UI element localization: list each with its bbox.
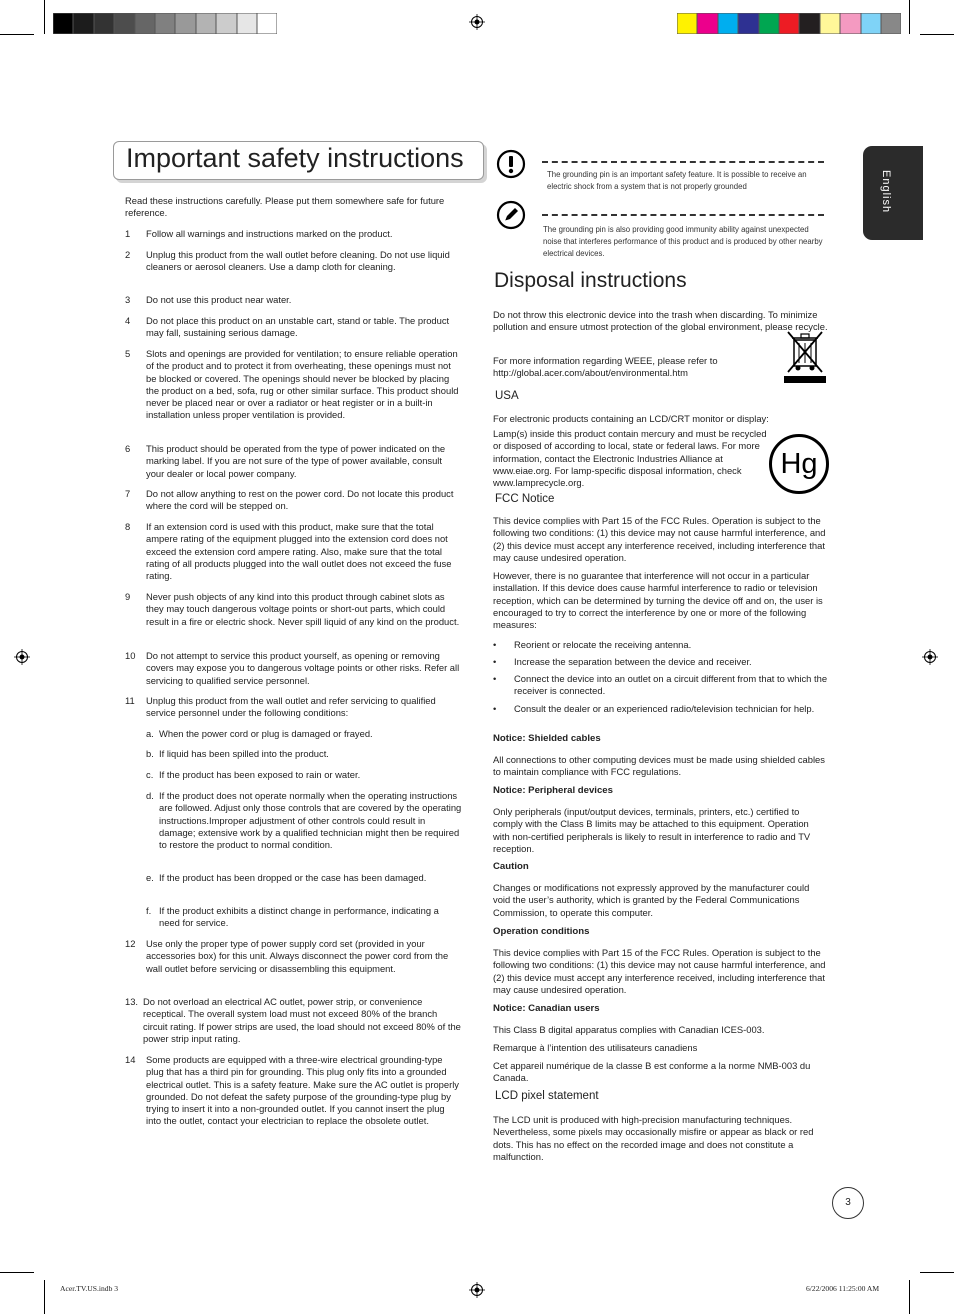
footer-timestamp: 6/22/2006 11:25:00 AM	[806, 1284, 880, 1293]
subsection-heading: LCD pixel statement	[495, 1090, 599, 1102]
crop-mark	[44, 0, 45, 34]
item-letter: b.	[146, 748, 154, 759]
bullet-text: Connect the device into an outlet on a circuit different from that to which the receiver is connected.	[514, 673, 828, 697]
item-text: This product should be operated from the type of power indicated on the marking label. If you are not sure of the type of power available, consult your dealer or local power company.	[146, 443, 446, 479]
crop-mark	[920, 34, 954, 35]
crop-mark	[0, 34, 34, 35]
gray-swatch	[73, 13, 93, 34]
gray-swatch	[196, 13, 216, 34]
registration-mark-icon	[14, 649, 30, 665]
notice-text: Remarque à l’intention des utilisateurs canadiens	[493, 1042, 698, 1053]
item-text: Do not allow anything to rest on the power cord. Do not locate this product where the cord will be stepped on.	[146, 488, 454, 512]
item-number: 3	[125, 294, 131, 305]
gray-swatch	[114, 13, 134, 34]
item-letter: d.	[146, 790, 154, 801]
item-text: Slots and openings are provided for ventilation; to ensure reliable operation of the product and to protect it from overheating, these openings must not be blocked or covered. The openings should never be blocked by placing the product on a bed, sofa, rug or other similar surface. This product should never be placed near or over a radiator or heat register or in a built-in installation unless proper ventilation is provided.	[146, 348, 459, 421]
item-number: 7	[125, 488, 131, 499]
gray-swatch	[237, 13, 257, 34]
grounding-note: The grounding pin is an important safety feature. It is possible to receive an electric shock from a system that is not properly grounded	[547, 170, 807, 191]
item-letter: f.	[146, 905, 152, 916]
color-swatch	[759, 13, 779, 34]
dashed-divider	[542, 214, 824, 216]
item-text: Some products are equipped with a three-wire electrical grounding-type plug that has a third pin for grounding. This plug only fits into a grounded electrical outlet. This is a safety feature. Make sure the AC outlet is properly grounded. Do not defeat the safety purpose of the grounding-type plug by trying to insert it into a non-grounded outlet. If you cannot insert the plug into the outlet, contact your electrician to replace the obsolete outlet.	[146, 1054, 459, 1127]
registration-mark-icon	[469, 1282, 485, 1298]
item-text: If the product does not operate normally when the operating instructions are followed. Adjust only those controls that are covered by the operating instructions.Improper adjustment of other controls could result in damage; extensive work by a qualified technician might then be required to restore the product to normal condition.	[159, 790, 462, 851]
item-text: Use only the proper type of power supply cord set (provided in your accessories box) for this unit. Always disconnect the power cord from the wall outlet before servicing or disassembling this equipment.	[146, 938, 449, 974]
notice-heading: Notice: Canadian users	[493, 1003, 600, 1014]
item-text: If an extension cord is used with this product, make sure that the total ampere rating of the equipment plugged into the extension cord does not exceed the extension cord ampere rating. Also, make sure that the total rating of all products plugged into the wall outlet does not exceed the fuse rating.	[146, 521, 452, 582]
notice-heading: Caution	[493, 861, 529, 872]
item-number: 10	[125, 650, 136, 661]
fcc-text: This device complies with Part 15 of the FCC Rules. Operation is subject to the following two conditions: (1) this device may not cause harmful interference, and (2) this device must accept any interference received, including interference that may cause undesired operation.	[493, 515, 826, 563]
gray-swatch	[94, 13, 114, 34]
notice-text: Changes or modifications not expressly approved by the manufacturer could void the user’s authority, which is granted by the Federal Communications Commission, to operate this computer.	[493, 882, 810, 918]
item-number: 1	[125, 228, 131, 239]
item-text: Do not place this product on an unstable cart, stand or table. The product may fall, sustaining serious damage.	[146, 315, 450, 339]
item-text: Follow all warnings and instructions marked on the product.	[146, 228, 393, 239]
color-swatch	[861, 13, 881, 34]
crop-mark	[909, 1280, 910, 1314]
weee-link[interactable]: http://global.acer.com/about/environmental.htm	[493, 367, 688, 378]
item-text: If the product has been exposed to rain or water.	[159, 769, 361, 780]
item-number: 8	[125, 521, 131, 532]
weee-crossed-bin-icon	[782, 328, 828, 384]
gray-swatch	[53, 13, 73, 34]
item-text: Do not use this product near water.	[146, 294, 292, 305]
dashed-divider	[542, 161, 824, 163]
gray-swatch	[216, 13, 236, 34]
registration-mark-icon	[469, 14, 485, 30]
intro-text: Read these instructions carefully. Please put them somewhere safe for future reference.	[125, 195, 445, 219]
color-swatch	[881, 13, 901, 34]
item-text: If liquid has been spilled into the product.	[159, 748, 329, 759]
color-swatch	[799, 13, 819, 34]
item-number: 13.	[125, 996, 139, 1007]
item-number: 12	[125, 938, 136, 949]
language-tab	[863, 146, 923, 240]
weee-text: For more information regarding WEEE, please refer to	[493, 355, 718, 366]
notice-text: This Class B digital apparatus complies with Canadian ICES-003.	[493, 1024, 765, 1035]
item-text: When the power cord or plug is damaged or frayed.	[159, 728, 373, 739]
page-title: Important safety instructions	[126, 143, 464, 173]
item-text: Do not attempt to service this product yourself, as opening or removing covers may expose you to dangerous voltage points or other risks. Refer all servicing to qualified service personnel.	[146, 650, 460, 686]
notice-text: This device complies with Part 15 of the FCC Rules. Operation is subject to the following two conditions: (1) this device may not cause harmful interference, and (2) this device must accept any interference received, including interference that may cause undesired operation.	[493, 947, 826, 995]
subsection-heading: USA	[495, 390, 519, 402]
item-text: Do not overload an electrical AC outlet, power strip, or convenience receptical. The overall system load must not exceed 80% of the branch circuit rating. If power strips are used, the load should not exceed 80% of the power strip input rating.	[143, 996, 461, 1044]
item-text: Never push objects of any kind into this product through cabinet slots as they may touch dangerous voltage points or short-out parts, which could result in a fire or electric shock. Never spill liquid of any kind on the product.	[146, 591, 460, 627]
color-swatch	[738, 13, 758, 34]
subsection-heading: FCC Notice	[495, 493, 555, 505]
notice-text: Cet appareil numérique de la classe B est conforme a la norme NMB-003 du Canada.	[493, 1060, 811, 1084]
color-swatch	[840, 13, 860, 34]
crop-mark	[44, 1280, 45, 1314]
language-tab-label: English	[880, 170, 892, 214]
notice-heading: Notice: Shielded cables	[493, 733, 601, 744]
notice-heading: Notice: Peripheral devices	[493, 785, 613, 796]
mercury-text: Lamp(s) inside this product contain mercury and must be recycled or disposed of according to local, state or federal laws. For more information, contact the Electronic Industries Alliance at www.eiae.org. For lamp-specific disposal information, check www.lamprecycle.org.	[493, 428, 767, 489]
footer-file-name: Acer.TV.US.indb 3	[60, 1284, 119, 1293]
fcc-text: However, there is no guarantee that interference will not occur in a particular installation. If this device does cause harmful interference to radio or television reception, which can be determined by turning the device off and on, the user is encouraged to try to correct the interference by one or more of the following measures:	[493, 570, 823, 631]
item-text: If the product has been dropped or the case has been damaged.	[159, 872, 427, 883]
section-heading: Disposal instructions	[494, 269, 687, 292]
crop-mark	[909, 0, 910, 34]
notice-heading: Operation conditions	[493, 926, 590, 937]
notice-text: Only peripherals (input/output devices, terminals, printers, etc.) certified to comply with the Class B limits may be attached to this equipment. Operation with non-certified peripherals is likely to result in interference to radio and TV reception.	[493, 806, 811, 854]
gray-swatch	[175, 13, 195, 34]
color-swatch	[779, 13, 799, 34]
gray-swatch	[257, 13, 277, 34]
item-text: Unplug this product from the wall outlet and refer servicing to qualified service personnel under the following conditions:	[146, 695, 436, 719]
crop-mark	[920, 1272, 954, 1273]
bullet-text: Reorient or relocate the receiving antenna.	[514, 639, 692, 650]
item-number: 2	[125, 249, 131, 260]
color-swatch	[677, 13, 697, 34]
item-text: Unplug this product from the wall outlet before cleaning. Do not use liquid cleaners or aerosol cleaners. Use a damp cloth for cleaning.	[146, 249, 450, 273]
item-number: 4	[125, 315, 131, 326]
lcd-text: The LCD unit is produced with high-precision manufacturing techniques. Nevertheless, some pixels may occasionally misfire or appear as black or red dots. This has no effect on the recorded image and does not constitute a malfunction.	[493, 1114, 814, 1162]
item-letter: e.	[146, 872, 154, 883]
registration-mark-icon	[922, 649, 938, 665]
item-number: 14	[125, 1054, 136, 1065]
color-swatch	[820, 13, 840, 34]
bullet-text: Consult the dealer or an experienced radio/television technician for help.	[514, 703, 815, 714]
item-text: If the product exhibits a distinct change in performance, indicating a need for service.	[159, 905, 439, 929]
item-number: 9	[125, 591, 131, 602]
gray-swatch	[155, 13, 175, 34]
gray-swatch	[135, 13, 155, 34]
item-letter: c.	[146, 769, 154, 780]
notice-text: All connections to other computing devices must be made using shielded cables to maintain compliance with FCC regulations.	[493, 754, 825, 778]
bullet-text: Increase the separation between the device and receiver.	[514, 656, 752, 667]
item-number: 5	[125, 348, 131, 359]
mercury-hg-icon: Hg	[769, 434, 829, 494]
page-number: 3	[832, 1187, 864, 1219]
item-letter: a.	[146, 728, 154, 739]
warning-exclamation-icon	[496, 149, 526, 179]
disposal-text: Do not throw this electronic device into the trash when discarding. To minimize pollution and ensure utmost protection of the global environment, please recycle.	[493, 309, 828, 333]
item-number: 6	[125, 443, 131, 454]
grounding-note: The grounding pin is also providing good immunity ability against unexpected noise that interferes performance of this product and is produced by other nearby electrical devices.	[543, 225, 823, 258]
crop-mark	[0, 1272, 34, 1273]
color-swatch	[697, 13, 717, 34]
note-pencil-icon	[496, 200, 526, 230]
usa-text: For electronic products containing an LCD/CRT monitor or display:	[493, 413, 769, 424]
color-swatch	[718, 13, 738, 34]
item-number: 11	[125, 695, 135, 706]
